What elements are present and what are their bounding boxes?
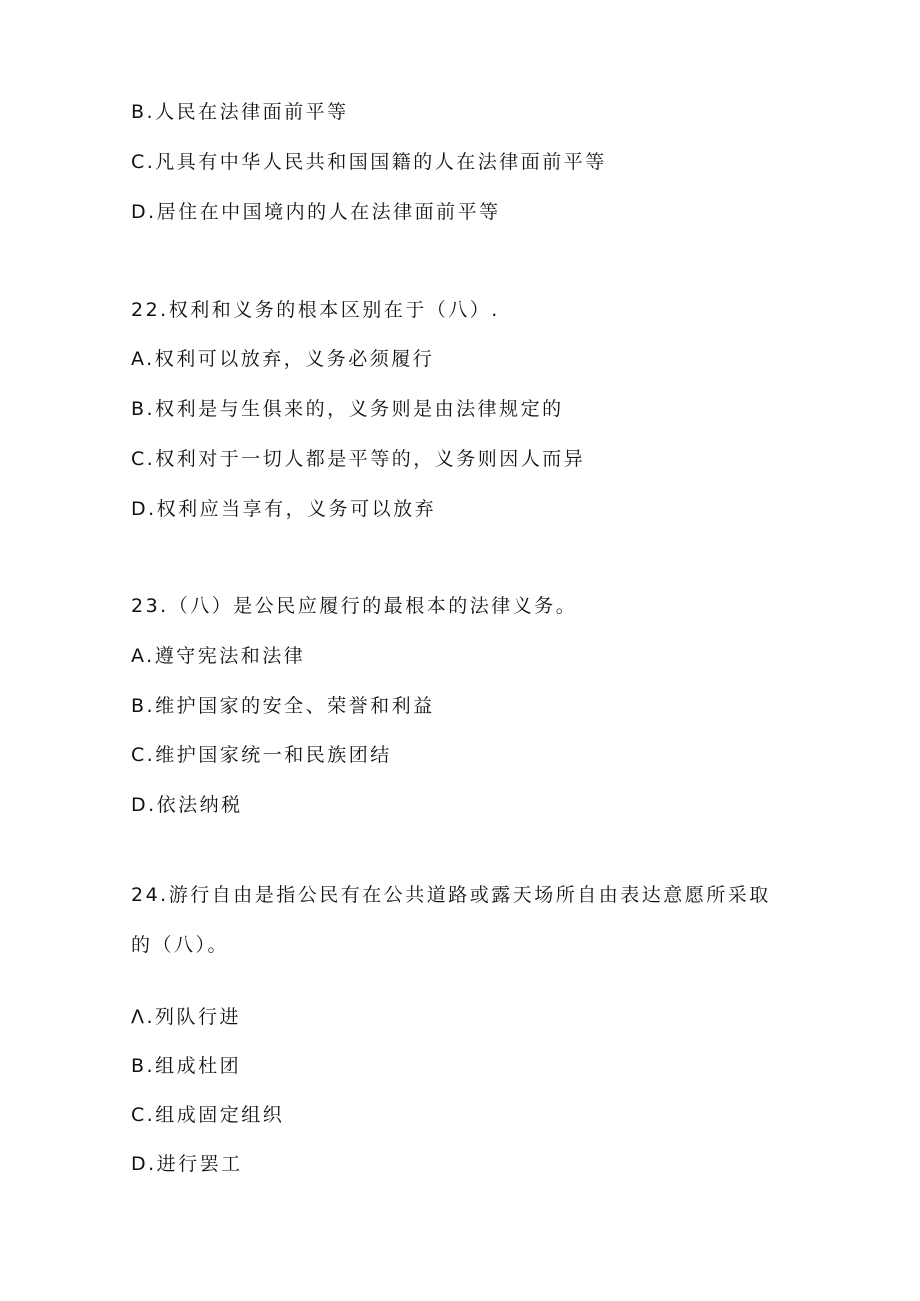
- q24-option-c: C.组成固定组织: [131, 1104, 285, 1126]
- q21-option-d: D.居住在中国境内的人在法律面前平等: [131, 201, 501, 223]
- q24-option-a: Λ.列队行进: [131, 1006, 242, 1028]
- q22-option-b: B.权利是与生俱来的，义务则是由法律规定的: [131, 398, 564, 420]
- q23-stem: 23.（八）是公民应履行的最根本的法律义务。: [131, 595, 578, 617]
- q24-stem-line-2: 的（八）。: [131, 934, 230, 956]
- q22-option-d: D.权利应当享有，义务可以放弃: [131, 498, 437, 520]
- q22-option-a: A.权利可以放弃，义务必须履行: [131, 348, 435, 370]
- q22-option-c: C.权利对于一切人都是平等的，义务则因人而异: [131, 448, 586, 470]
- q24-stem-line-1: 24.游行自由是指公民有在公共道路或露天场所自由表达意愿所采取: [131, 884, 771, 906]
- q24-option-b: B.组成杜团: [131, 1055, 242, 1077]
- q23-option-a: A.遵守宪法和法律: [131, 645, 306, 667]
- q21-option-c: C.凡具有中华人民共和国国籍的人在法律面前平等: [131, 151, 607, 173]
- q23-option-c: C.维护国家统一和民族团结: [131, 744, 392, 766]
- q23-option-d: D.依法纳税: [131, 794, 243, 816]
- q21-option-b: B.人民在法律面前平等: [131, 101, 349, 123]
- q24-option-d: D.进行罢工: [131, 1153, 243, 1175]
- q22-stem: 22.权利和义务的根本区别在于（八）.: [131, 299, 500, 321]
- q23-option-b: B.维护国家的安全、荣誉和利益: [131, 695, 435, 717]
